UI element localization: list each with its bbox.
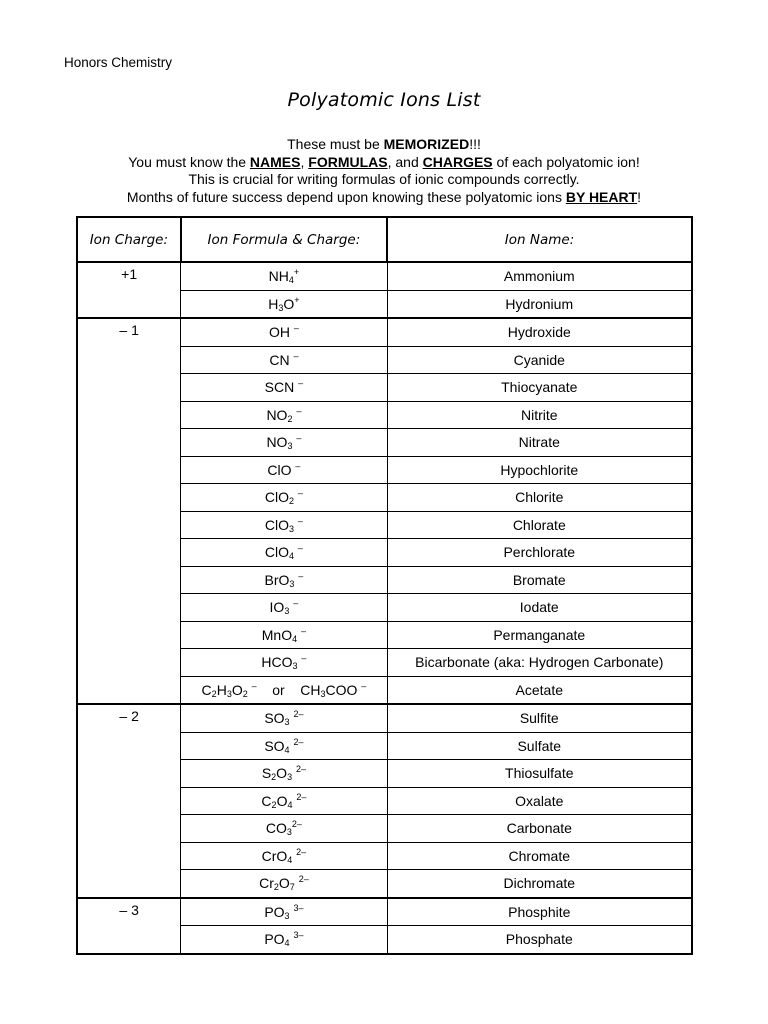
ion-name-cell: Nitrate bbox=[387, 429, 692, 457]
ion-charge-cell: – 2 bbox=[77, 704, 181, 898]
ion-formula-cell: $NO_2$ – bbox=[181, 401, 387, 429]
ion-formula-cell: CN – bbox=[181, 346, 387, 374]
ion-formula-cell: MnO$_4$ – bbox=[181, 621, 387, 649]
ion-name-cell: Nitrite bbox=[387, 401, 692, 429]
ion-name-cell: Acetate bbox=[387, 676, 692, 704]
ion-formula-cell: ClO$_4$ – bbox=[181, 539, 387, 567]
table-row bbox=[77, 318, 692, 346]
header-ion-charge: Ion Charge: bbox=[77, 217, 181, 262]
ion-name-cell: Sulfite bbox=[387, 704, 692, 732]
ion-name-cell: Chlorite bbox=[387, 484, 692, 512]
ion-formula-cell: $NH_4^+$ bbox=[181, 262, 387, 290]
intro-line-1 bbox=[0, 136, 768, 154]
ion-name-cell: Bicarbonate (aka: Hydrogen Carbonate) bbox=[387, 649, 692, 677]
formulas-emphasis: FORMULAS bbox=[308, 153, 388, 170]
ion-formula-cell: $HCO_3$ – bbox=[181, 649, 387, 677]
ion-formula-cell: $C_2O_4$ $^{2-}$ bbox=[181, 787, 387, 815]
ion-name-cell: Cyanide bbox=[387, 346, 692, 374]
ion-name-cell: Perchlorate bbox=[387, 539, 692, 567]
ion-name-cell: Hypochlorite bbox=[387, 456, 692, 484]
ion-formula-cell: CrO$_4$ $^{2-}$ bbox=[181, 842, 387, 870]
intro-line-3: This is crucial for writing formulas of ionic compounds correctly. bbox=[188, 171, 580, 188]
ion-formula-cell: $C_2H_3O_2$ – or $CH_3COO$ – bbox=[181, 676, 387, 704]
ion-formula-cell: SCN – bbox=[181, 374, 387, 402]
ion-name-cell: Carbonate bbox=[387, 815, 692, 843]
ion-name-cell: Bromate bbox=[387, 566, 692, 594]
ion-formula-cell: $CO_3^{2-}$ bbox=[181, 815, 387, 843]
table-header-row bbox=[77, 217, 692, 262]
ion-name-cell: Permanganate bbox=[387, 621, 692, 649]
ion-formula-cell: $SO_3$ $^{2-}$ bbox=[181, 704, 387, 732]
header-ion-name: Ion Name: bbox=[387, 217, 692, 262]
ion-formula-cell: $NO_3$ – bbox=[181, 429, 387, 457]
ions-table-body bbox=[77, 262, 692, 954]
charges-emphasis: CHARGES bbox=[422, 153, 493, 170]
ion-name-cell: Dichromate bbox=[387, 870, 692, 898]
ion-formula-cell: $H_3O^+$ bbox=[181, 290, 387, 318]
ion-charge-cell: – 3 bbox=[77, 898, 181, 954]
ion-name-cell: Thiocyanate bbox=[387, 374, 692, 402]
ion-name-cell: Ammonium bbox=[387, 262, 692, 290]
table-row bbox=[77, 262, 692, 290]
ion-charge-cell: +1 bbox=[77, 262, 181, 318]
ion-name-cell: Oxalate bbox=[387, 787, 692, 815]
intro-text-span: , and bbox=[387, 153, 423, 170]
ion-formula-cell: ClO$_2$ – bbox=[181, 484, 387, 512]
names-emphasis: NAMES bbox=[249, 153, 301, 170]
ion-charge-cell: – 1 bbox=[77, 318, 181, 704]
ion-formula-cell: $IO_3$ – bbox=[181, 594, 387, 622]
by-heart-emphasis: BY HEART bbox=[565, 188, 638, 205]
ion-formula-cell: OH – bbox=[181, 318, 387, 346]
ion-formula-cell: $S_2O_3$ $^{2-}$ bbox=[181, 760, 387, 788]
course-label: Honors Chemistry bbox=[64, 55, 173, 70]
ion-name-cell: Hydronium bbox=[387, 290, 692, 318]
ion-formula-cell: $SO_4$ $^{2-}$ bbox=[181, 732, 387, 760]
ion-formula-cell: BrO$_3$ – bbox=[181, 566, 387, 594]
page-title: Polyatomic Ions List bbox=[287, 89, 481, 111]
intro-text-span: These must be bbox=[287, 136, 384, 152]
ion-formula-cell: $Cr_2O_7$ $^{2-}$ bbox=[181, 870, 387, 898]
intro-text-span: !!! bbox=[469, 136, 481, 152]
intro-text-span: , bbox=[300, 153, 309, 170]
ion-name-cell: Chromate bbox=[387, 842, 692, 870]
header-ion-formula: Ion Formula & Charge: bbox=[181, 217, 387, 262]
intro-text-span: ! bbox=[637, 188, 642, 205]
ion-name-cell: Thiosulfate bbox=[387, 760, 692, 788]
ion-formula-cell: $PO_4$ $^{3-}$ bbox=[181, 926, 387, 954]
intro-text-span: You must know the bbox=[128, 153, 250, 170]
ion-name-cell: Phosphite bbox=[387, 898, 692, 926]
intro-text bbox=[0, 136, 768, 206]
ion-formula-cell: ClO – bbox=[181, 456, 387, 484]
intro-text-span: Months of future success depend upon knowing these polyatomic ions bbox=[126, 188, 566, 205]
intro-line-4 bbox=[0, 189, 768, 207]
memorized-emphasis: MEMORIZED bbox=[383, 136, 470, 152]
ion-formula-cell: $PO_3$ $^{3-}$ bbox=[181, 898, 387, 926]
ion-name-cell: Hydroxide bbox=[387, 318, 692, 346]
ion-name-cell: Chlorate bbox=[387, 511, 692, 539]
table-row bbox=[77, 898, 692, 926]
ion-name-cell: Sulfate bbox=[387, 732, 692, 760]
intro-line-2 bbox=[0, 154, 768, 172]
intro-text-span: of each polyatomic ion! bbox=[492, 153, 640, 170]
ion-formula-cell: ClO$_3$ – bbox=[181, 511, 387, 539]
ion-name-cell: Phosphate bbox=[387, 926, 692, 954]
ion-name-cell: Iodate bbox=[387, 594, 692, 622]
table-row bbox=[77, 704, 692, 732]
ions-table bbox=[76, 216, 693, 955]
